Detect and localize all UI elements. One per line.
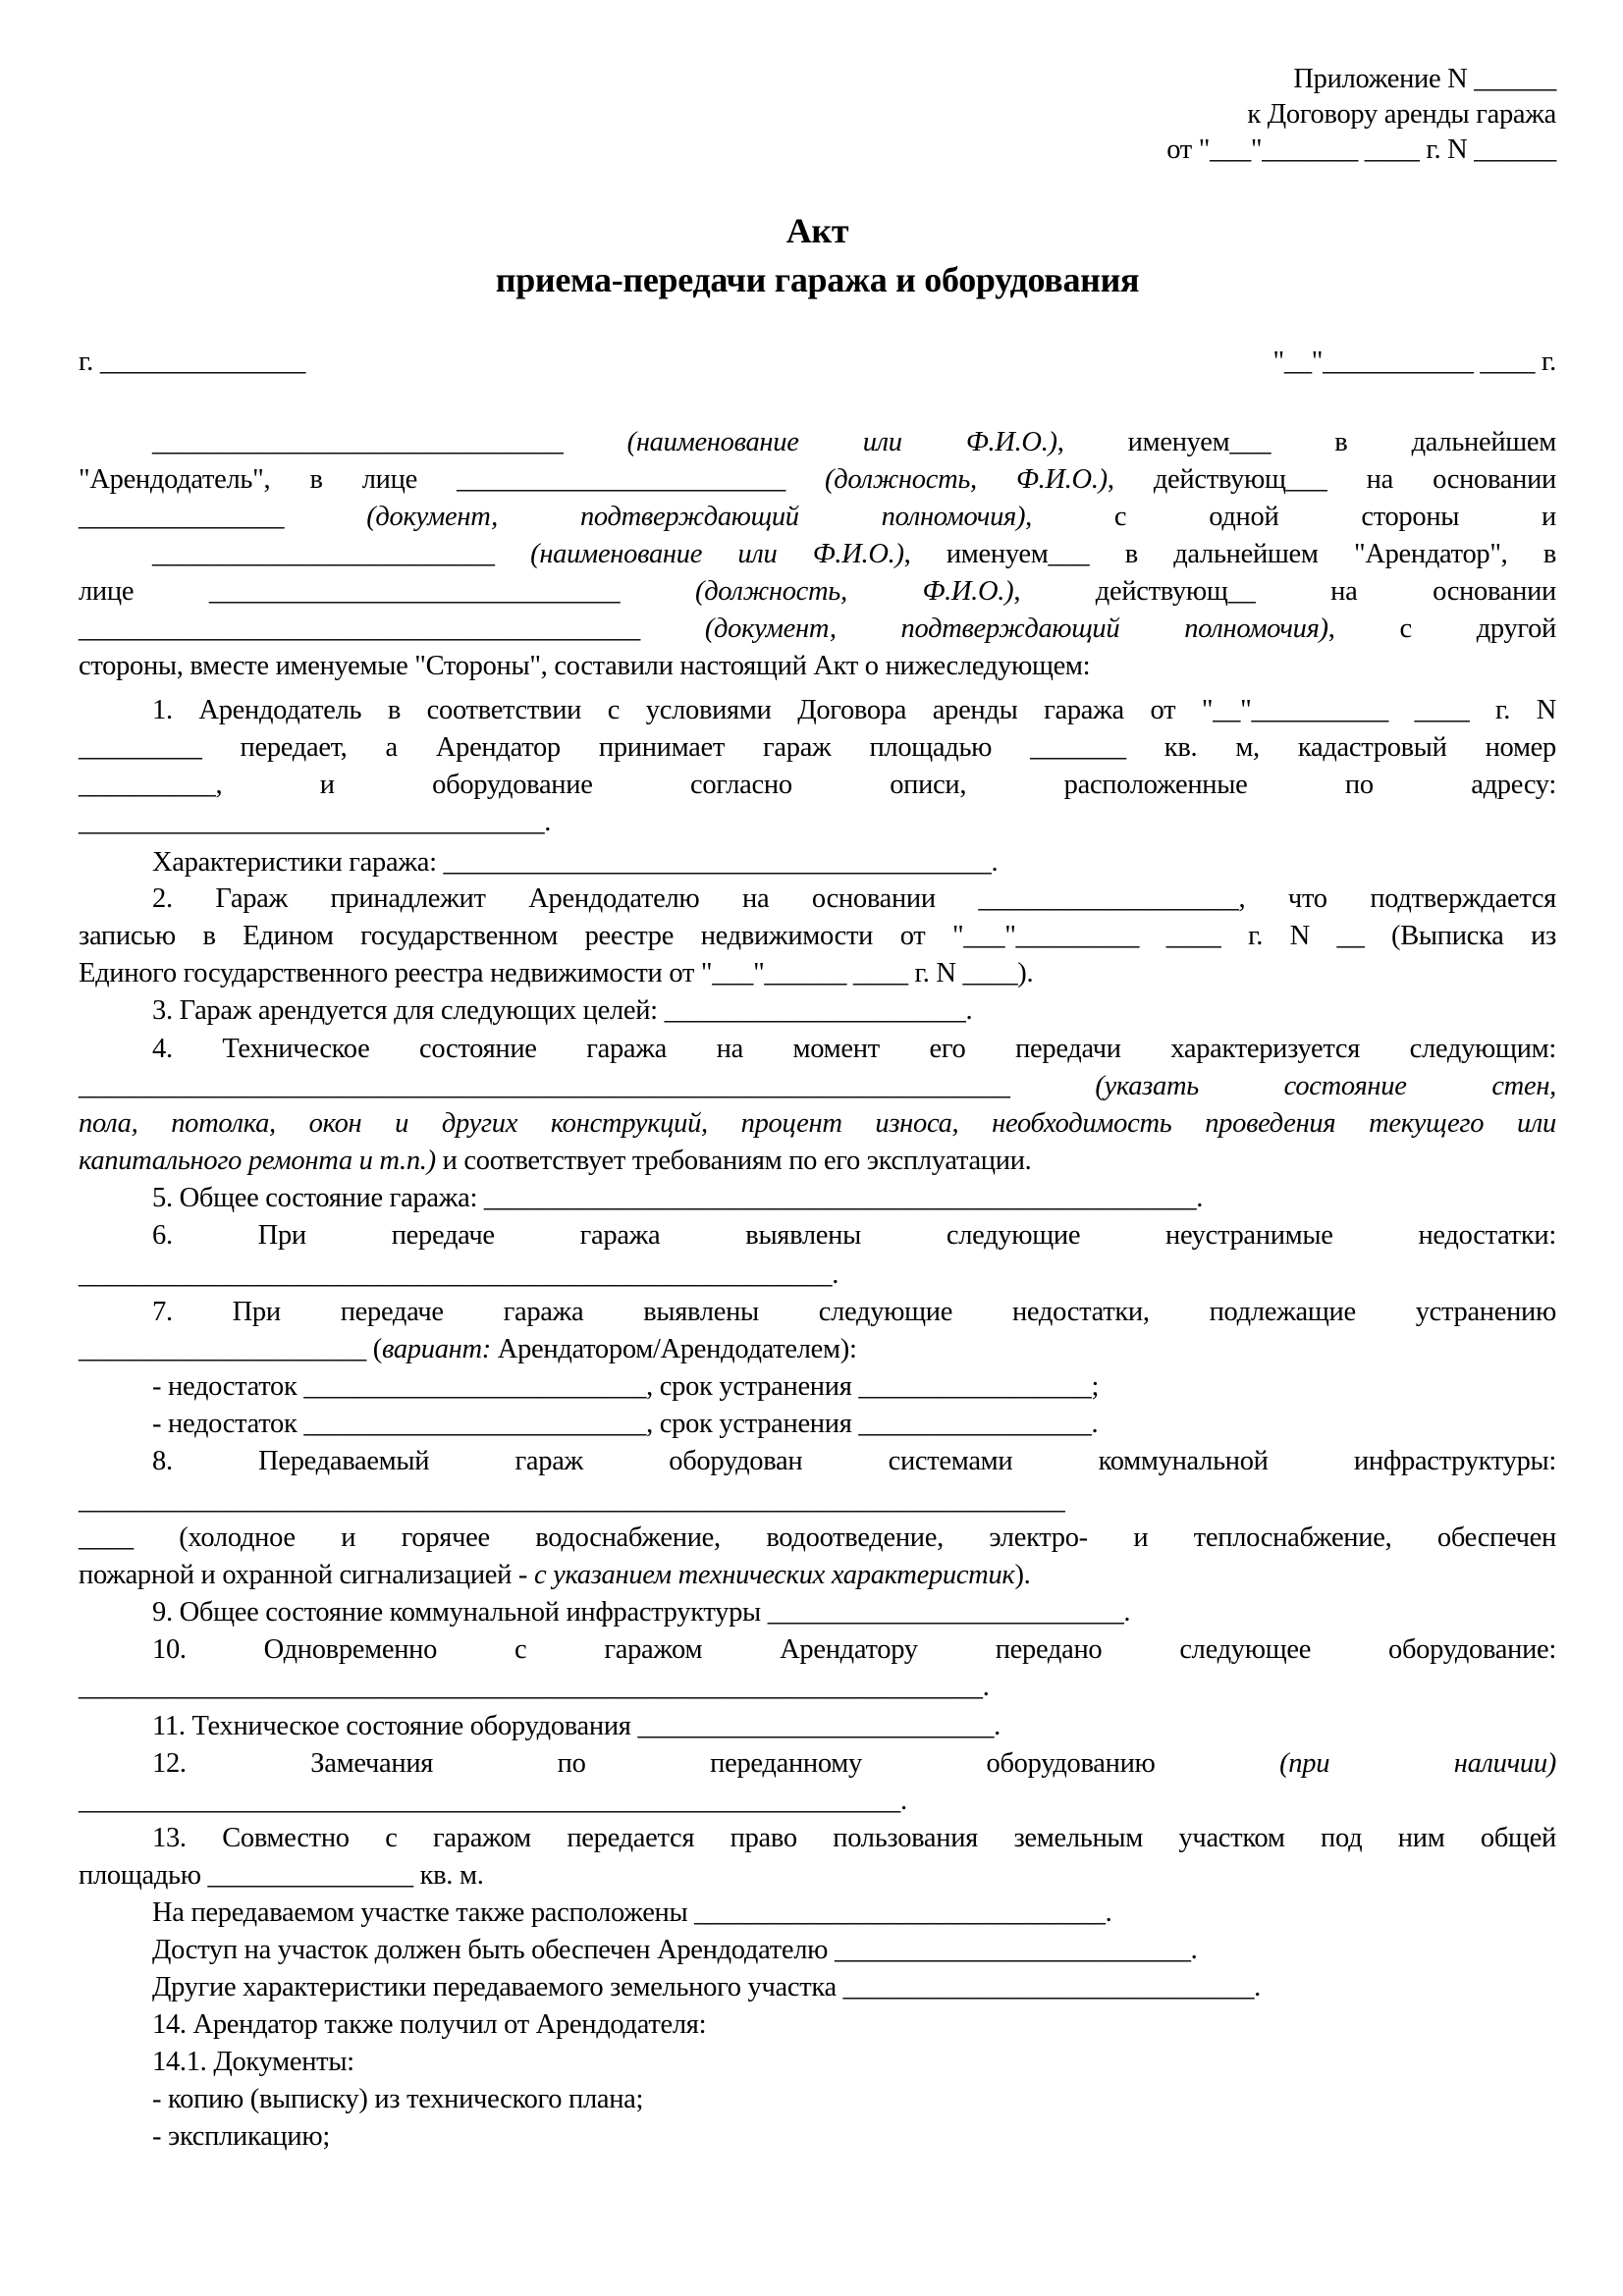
act-text: 1. Арендодатель в соответствии с условиями Договора аренды гаража от "__"__________ ____ г. N xyxy=(152,695,1556,725)
act-line xyxy=(79,767,1556,804)
act-line xyxy=(152,1932,1556,1969)
preamble-text: стороны, вместе именуемые "Стороны", составили настоящий Акт о нижеследующем: xyxy=(79,651,1091,681)
preamble-text: ______________________________ xyxy=(152,427,627,457)
preamble-line xyxy=(79,611,1556,648)
act-text: 10. Одновременно с гаражом Арендатору передано следующее оборудование: xyxy=(152,1634,1556,1665)
place-field: г. _______________ xyxy=(79,347,306,377)
act-text: - экспликацию; xyxy=(152,2121,330,2152)
preamble-hint: (должность, Ф.И.О.) xyxy=(825,464,1108,495)
act-line xyxy=(152,1443,1556,1480)
preamble-text: лице ______________________________ xyxy=(79,576,695,607)
appendix-contract-date: от "___"_______ ____ г. N ______ xyxy=(1166,134,1556,165)
act-text: 4. Техническое состояние гаража на момент его передачи характеризуется следующим: xyxy=(152,1034,1556,1064)
act-line xyxy=(79,1557,1556,1594)
act-text: ____________________________________________________________________ xyxy=(79,1071,1096,1101)
act-text: 13. Совместно с гаражом передается право пользования земельным участком под ним общей xyxy=(152,1823,1556,1853)
preamble-line xyxy=(152,536,1556,573)
act-text: ____________________________________________________________. xyxy=(79,1786,907,1816)
preamble-line xyxy=(79,499,1556,536)
act-text: _____________________ ( xyxy=(79,1334,382,1364)
act-line xyxy=(152,2006,1556,2044)
act-hint: капитального ремонта и т.п.) xyxy=(79,1146,436,1176)
act-line xyxy=(152,1820,1556,1857)
act-line xyxy=(152,1406,1556,1443)
preamble-hint: (наименование или Ф.И.О.) xyxy=(626,427,1057,457)
act-text: Характеристики гаража: ________________________________________. xyxy=(152,847,999,878)
act-line xyxy=(152,844,1556,881)
appendix-number: Приложение N ______ xyxy=(1293,64,1556,94)
act-text: и соответствует требованиям по его эксплуатации. xyxy=(435,1146,1032,1176)
document-title: Акт xyxy=(785,211,849,250)
act-text: 11. Техническое состояние оборудования __________________________. xyxy=(152,1711,1001,1741)
act-line xyxy=(79,1256,1556,1294)
preamble-line xyxy=(152,424,1556,461)
act-line xyxy=(79,1520,1556,1557)
act-line xyxy=(79,1143,1556,1180)
act-line xyxy=(152,1180,1556,1217)
preamble-text: , действующ__ на основании xyxy=(1013,576,1556,607)
act-line xyxy=(79,918,1556,955)
act-line xyxy=(79,955,1556,992)
act-text: 7. При передаче гаража выявлены следующие недостатки, подлежащие устранению xyxy=(152,1297,1556,1327)
document-subtitle: приема-передачи гаража и оборудования xyxy=(495,260,1140,299)
act-line xyxy=(152,1594,1556,1631)
act-hint: пола, потолка, окон и других конструкций, процент износа, необходимость проведения текущего или xyxy=(79,1108,1556,1139)
act-text: _________ передает, а Арендатор принимает гараж площадью _______ кв. м, кадастровый номер xyxy=(79,732,1556,763)
act-line xyxy=(79,1105,1556,1143)
act-text: 2. Гараж принадлежит Арендодателю на основании ___________________, что подтверждается xyxy=(152,883,1556,914)
act-text: 14. Арендатор также получил от Арендодателя: xyxy=(152,2009,707,2040)
act-line xyxy=(79,1331,1556,1368)
act-line xyxy=(152,1294,1556,1331)
act-text: - недостаток _________________________, срок устранения _________________. xyxy=(152,1409,1099,1439)
preamble-hint: (наименование или Ф.И.О.) xyxy=(530,539,904,569)
preamble-text: _______________ xyxy=(79,502,367,532)
preamble-text: "Арендодатель", в лице ________________________ xyxy=(79,464,826,495)
act-text: __________________________________________________________________. xyxy=(79,1672,990,1702)
act-line xyxy=(152,2081,1556,2118)
act-line xyxy=(152,1368,1556,1406)
act-line xyxy=(152,1969,1556,2006)
act-line xyxy=(79,1068,1556,1105)
act-text: 14.1. Документы: xyxy=(152,2047,354,2077)
act-hint: (при наличии) xyxy=(1279,1748,1556,1779)
act-line xyxy=(79,1482,1556,1520)
act-line xyxy=(152,881,1556,918)
act-line xyxy=(152,1708,1556,1745)
preamble-hint: (документ, подтверждающий полномочия) xyxy=(366,502,1026,532)
act-hint: вариант: xyxy=(381,1334,491,1364)
act-line xyxy=(79,1783,1556,1820)
act-line xyxy=(79,804,1556,841)
preamble-text: _________________________________________ xyxy=(79,614,705,644)
preamble-text: , именуем___ в дальнейшем "Арендатор", в xyxy=(903,539,1557,569)
act-text: - копию (выписку) из технического плана; xyxy=(152,2084,644,2114)
act-text: Арендатором/Арендодателем): xyxy=(490,1334,857,1364)
preamble-text: _________________________ xyxy=(152,539,531,569)
act-text: Другие характеристики передаваемого земельного участка ______________________________. xyxy=(152,1972,1261,2002)
preamble-text: , действующ___ на основании xyxy=(1107,464,1556,495)
preamble-text: , именуем___ в дальнейшем xyxy=(1056,427,1557,457)
act-text: - недостаток _________________________, срок устранения _________________; xyxy=(152,1371,1100,1402)
act-text: площадью _______________ кв. м. xyxy=(79,1860,484,1891)
preamble-hint: (документ, подтверждающий полномочия) xyxy=(704,614,1328,644)
act-text: __________________________________. xyxy=(79,807,552,837)
act-text: На передаваемом участке также расположены ______________________________. xyxy=(152,1897,1112,1928)
act-hint: с указанием технических характеристик xyxy=(533,1560,1015,1590)
act-line xyxy=(79,1669,1556,1706)
preamble-line xyxy=(79,461,1556,499)
act-text: 5. Общее состояние гаража: ____________________________________________________. xyxy=(152,1183,1204,1213)
appendix-contract-reference: к Договору аренды гаража xyxy=(1247,99,1556,130)
act-text: ). xyxy=(1014,1560,1031,1590)
act-text: 9. Общее состояние коммунальной инфраструктуры __________________________. xyxy=(152,1597,1131,1628)
act-line xyxy=(152,1631,1556,1669)
act-line xyxy=(152,692,1556,729)
date-field: "__"___________ ____ г. xyxy=(1272,347,1556,377)
act-line xyxy=(152,992,1556,1030)
act-line xyxy=(152,1031,1556,1068)
act-line xyxy=(79,729,1556,767)
act-text: __________, и оборудование согласно описи, расположенные по адресу: xyxy=(79,770,1556,800)
preamble-hint: (должность, Ф.И.О.) xyxy=(695,576,1014,607)
act-hint: (указать состояние стен, xyxy=(1095,1071,1556,1101)
act-text: _______________________________________________________. xyxy=(79,1259,839,1290)
act-line xyxy=(79,1857,1556,1895)
preamble-line xyxy=(79,573,1556,611)
act-text: Доступ на участок должен быть обеспечен Арендодателю __________________________. xyxy=(152,1935,1198,1965)
act-text: 6. При передаче гаража выявлены следующие неустранимые недостатки: xyxy=(152,1220,1556,1251)
preamble-line xyxy=(79,648,1556,685)
act-line xyxy=(152,1217,1556,1255)
act-text: 8. Передаваемый гараж оборудован системами коммунальной инфраструктуры: xyxy=(152,1446,1556,1476)
act-line xyxy=(152,2118,1556,2156)
act-text: записью в Едином государственном реестре недвижимости от "___"_________ ____ г. N __ (Выписка из xyxy=(79,921,1556,951)
act-line xyxy=(152,1745,1556,1783)
preamble-text: , с другой xyxy=(1327,614,1556,644)
act-text: ____ (холодное и горячее водоснабжение, водоотведение, электро- и теплоснабжение, обеспечен xyxy=(79,1522,1556,1553)
act-text: 12. Замечания по переданному оборудованию xyxy=(152,1748,1280,1779)
act-text: Единого государственного реестра недвижимости от "___"______ ____ г. N ____). xyxy=(79,958,1034,988)
act-text: ________________________________________________________________________ xyxy=(79,1485,1065,1516)
act-line xyxy=(152,2044,1556,2081)
act-text: 3. Гараж арендуется для следующих целей: ______________________. xyxy=(152,995,973,1026)
preamble-text: , с одной стороны и xyxy=(1025,502,1557,532)
act-line xyxy=(152,1895,1556,1932)
act-text: пожарной и охранной сигнализацией - xyxy=(79,1560,534,1590)
